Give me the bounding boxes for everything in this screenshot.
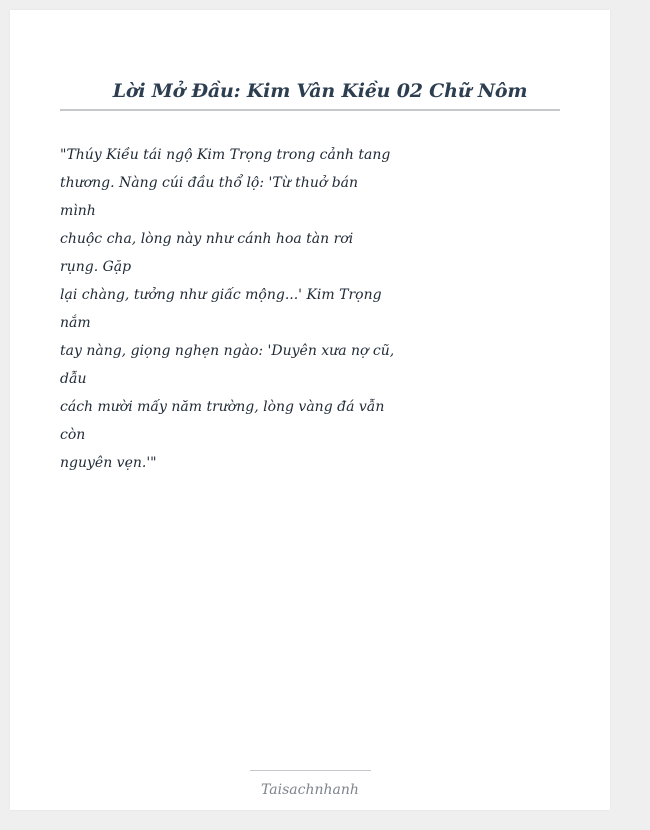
body-line: thương. Nàng cúi đầu thổ lộ: 'Từ thuở bán bbox=[60, 175, 359, 191]
body-line: tay nàng, giọng nghẹn ngào: 'Duyên xưa nợ cũ, bbox=[60, 343, 395, 359]
page-title: Lời Mở Đầu: Kim Vân Kiều 02 Chữ Nôm bbox=[112, 80, 528, 102]
body-line: cách mười mấy năm trường, lòng vàng đá vẫn bbox=[60, 399, 385, 415]
document-page bbox=[10, 10, 610, 810]
body-line: "Thúy Kiều tái ngộ Kim Trọng trong cảnh tang bbox=[60, 147, 391, 163]
body-line: lại chàng, tưởng như giấc mộng...' Kim Trọng bbox=[60, 287, 382, 303]
footer-divider bbox=[250, 770, 371, 771]
body-line: chuộc cha, lòng này như cánh hoa tàn rơi bbox=[60, 231, 354, 247]
body-line: còn bbox=[60, 427, 86, 443]
body-line: nguyên vẹn.'" bbox=[60, 455, 157, 471]
body-paragraph bbox=[60, 141, 395, 477]
body-line: nắm bbox=[60, 315, 91, 331]
footer-brand: Taisachnhanh bbox=[261, 782, 359, 798]
title-divider bbox=[60, 109, 560, 111]
body-line: mình bbox=[60, 203, 96, 219]
body-line: rụng. Gặp bbox=[60, 259, 132, 275]
body-line: dẫu bbox=[60, 371, 87, 387]
